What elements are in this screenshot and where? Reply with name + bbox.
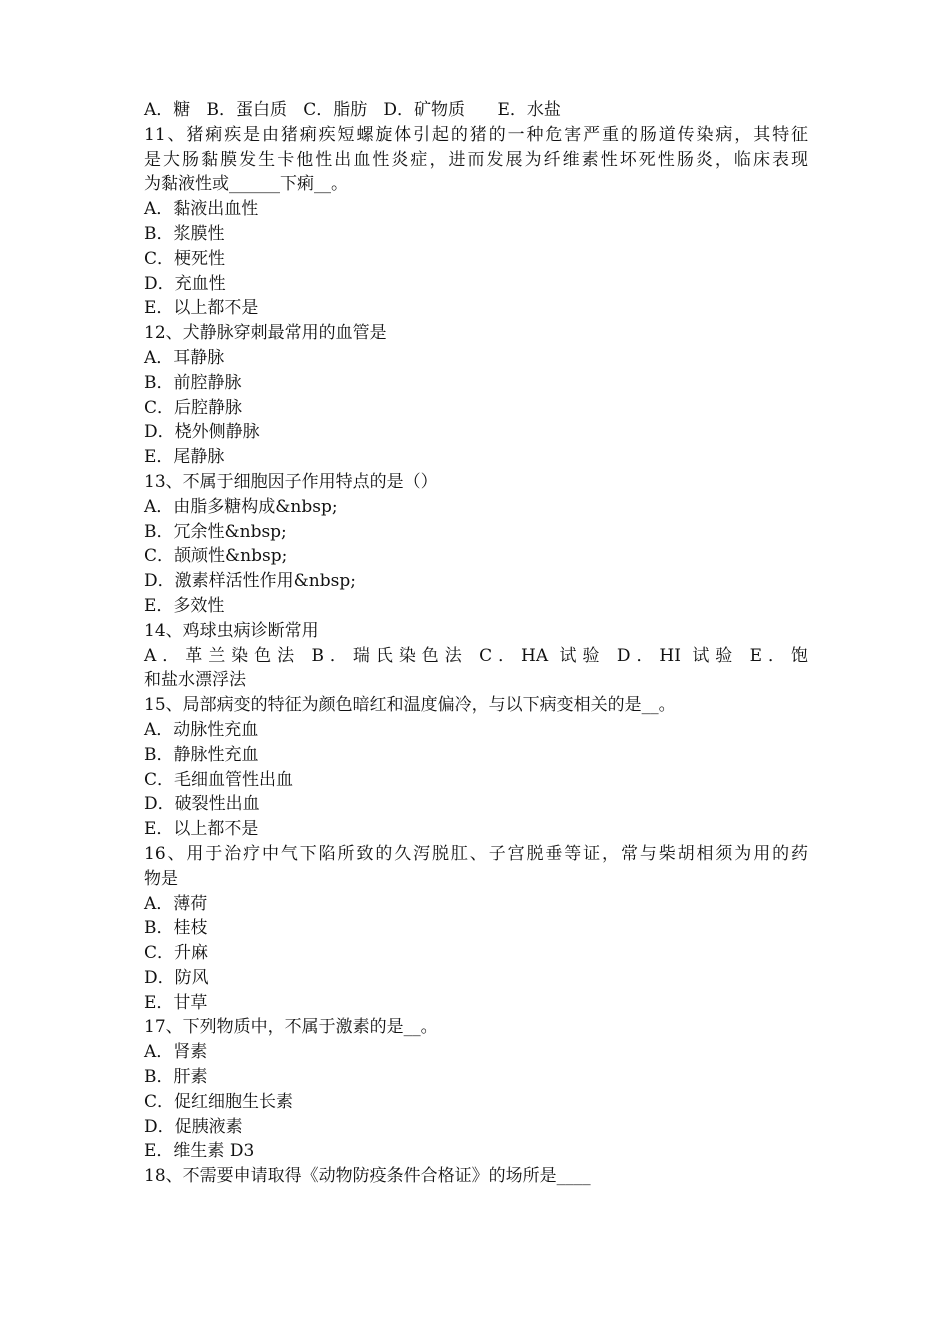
option-a-q12: A．耳静脉	[144, 347, 225, 368]
question-17: 17、下列物质中，不属于激素的是__。	[144, 1017, 438, 1038]
option-c-q16: C．升麻	[144, 943, 209, 964]
option-c-q12: C．后腔静脉	[144, 397, 243, 418]
question-13: 13、不属于细胞因子作用特点的是（）	[144, 471, 438, 492]
option-a-q15: A．动脉性充血	[144, 719, 259, 740]
question-14: 14、鸡球虫病诊断常用	[144, 620, 319, 641]
option-e-q12: E．尾静脉	[144, 447, 225, 468]
question-12: 12、犬静脉穿刺最常用的血管是	[144, 323, 387, 344]
option-e-q15: E．以上都不是	[144, 819, 259, 840]
option-a-q17: A．肾素	[144, 1042, 208, 1063]
question-15: 15、局部病变的特征为颜色暗红和温度偏冷，与以下病变相关的是__。	[144, 695, 676, 716]
option-d-q12: D．桡外侧静脉	[144, 422, 260, 443]
option-d-q11: D．充血性	[144, 273, 226, 294]
option-c-q17: C．促红细胞生长素	[144, 1091, 294, 1112]
option-e-q17: E．维生素 D3	[144, 1141, 255, 1162]
option-c-q13: C．颉颃性&nbsp;	[144, 546, 288, 567]
option-c-q15: C．毛细血管性出血	[144, 769, 294, 790]
document-page	[144, 98, 808, 1189]
options-line-q10: A．糖 B．蛋白质 C．脂肪 D．矿物质 E．水盐	[144, 100, 561, 120]
option-a-q11: A．黏液出血性	[144, 199, 259, 220]
option-d-q13: D．激素样活性作用&nbsp;	[144, 571, 356, 592]
question-11-line-3: 为黏液性或______下痢__。	[144, 174, 348, 195]
option-b-q17: B．肝素	[144, 1067, 208, 1088]
option-c-q11: C．梗死性	[144, 248, 226, 269]
option-a-q16: A．薄荷	[144, 893, 208, 914]
option-d-q15: D．破裂性出血	[144, 794, 260, 815]
question-11-line-2: 是大肠黏膜发生卡他性出血性炎症，进而发展为纤维素性坏死性肠炎，临床表现	[144, 149, 808, 170]
question-16-line-1: 16、用于治疗中气下陷所致的久泻脱肛、子宫脱垂等证，常与柴胡相须为用的药	[144, 843, 808, 864]
question-18: 18、不需要申请取得《动物防疫条件合格证》的场所是____	[144, 1166, 591, 1187]
option-b-q16: B．桂枝	[144, 918, 208, 939]
options-line-q14: A．革兰染色法 B．瑞氏染色法 C．HA 试验 D．HI 试验 E．饱	[144, 645, 808, 666]
option-b-q13: B．冗余性&nbsp;	[144, 521, 287, 542]
option-d-q17: D．促胰液素	[144, 1116, 243, 1137]
option-b-q12: B．前腔静脉	[144, 372, 242, 393]
option-e-q16: E．甘草	[144, 992, 208, 1013]
option-d-q16: D．防风	[144, 967, 209, 988]
option-b-q11: B．浆膜性	[144, 223, 225, 244]
question-16-line-2: 物是	[144, 868, 178, 889]
option-e-q11: E．以上都不是	[144, 298, 259, 319]
options-line-q14-cont: 和盐水漂浮法	[144, 670, 246, 691]
option-a-q13: A．由脂多糖构成&nbsp;	[144, 496, 338, 517]
question-11-line-1: 11、猪痢疾是由猪痢疾短螺旋体引起的猪的一种危害严重的肠道传染病，其特征	[144, 124, 808, 145]
option-b-q15: B．静脉性充血	[144, 744, 259, 765]
option-e-q13: E．多效性	[144, 595, 225, 616]
